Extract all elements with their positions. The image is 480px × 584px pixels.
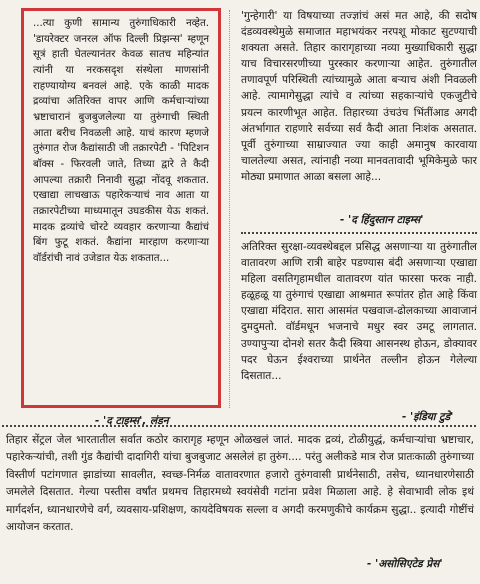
bottom-article-source: - 'असोसिएटेड प्रेस'	[367, 558, 443, 570]
right-article-2-text: अतिरिक्त सुरक्षा-व्यवस्थेबद्दल प्रसिद्ध असणाऱ्या या तुरुंगातील वातावरण आणि रात्री बाहेर पडण्यास बंदी असणाऱ्या एखाद्या महिला वसतिगृहामधील वातावरण यांत फारसा फरक नाही. हळूहळू या तुरुंगाचं एखाद्या आश्रमात रूपांतर होत आहे किंवा एखाद्या मंदिरात. सारा आसमंत पखवाज-ढोलकाच्या आवाजानं दुमदुमतो. वॉर्डमधून भजनाचे मधुर स्वर उमटू लागतात. उण्यापुऱ्या दोनशे सतर कैदी स्त्रिया आसनस्थ होऊन, डोक्यावर पदर घेऊन ईश्वराच्या प्रार्थनेत तल्लीन होऊन गेलेल्या दिसतात...	[241, 241, 477, 382]
right-article-1-source: - 'द हिंदुस्तान टाइम्स'	[340, 214, 424, 226]
right-article-1-text: 'गुन्हेगारी' या विषयाच्या तज्ज्ञांचं असं मत आहे, की सदोष दंडव्यवस्थेमुळे समाजात महाभयंकर नरपशू मोकाट सुटण्याची शक्यता असते. तिहार कारागृहाच्या नव्या मुख्याधिकारी सुद्धा याच विचारसरणीच्या पुरस्कार करणाऱ्या आहेत. तुरुंगातील तणावपूर्ण परिस्थिती त्यांच्यामुळे आता बऱ्याच अंशी निवळली आहे. त्यामागेसुद्धा त्यांचे व त्यांच्या सहकाऱ्यांचे एकजुटीचे प्रयत्न कारणीभूत आहेत. तिहारच्या उंचउंच भिंतींआड अगदी अंतर्भागात राहणारे सर्वच्या सर्व कैदी आता निःशंक असतात. पूर्वी तुरुंगाच्या साम्राज्यात ज्या काही अमानुष कारवाया चालतेल्या असत, त्यांनाही नव्या मानवतावादी भूमिकेमुळे फार मोठ्या प्रमाणात आळा बसला आहे...	[241, 10, 477, 183]
box-article-source: - 'द टाइम्स', लंडन	[95, 415, 169, 427]
section-divider-full	[2, 425, 476, 427]
section-divider	[241, 232, 477, 234]
bottom-article-text: तिहार सेंट्रल जेल भारतातील सर्वात कठोर कारागृह म्हणून ओळखलं जातं. मादक द्रव्यं, टोळीयुद्धं, कर्मचाऱ्यांचा भ्रष्टाचार, पहारेकऱ्यांची, तशी गुंड कैद्यांची दादागिरी यांचा बुजबुजाट असलेलं हा तुरुंग.... परंतु अलीकडे मात्र रोज प्रातःकाळी तुरुंगाच्या विस्तीर्ण पटांगणात झाडांच्या सावलीत, स्वच्छ-निर्मळ वातावरणात हजारो तुरुंगवासी प्रार्थनेसाठी, तसेच, ध्यानधारणेसाठी जमलेले दिसतात. गेल्या पस्तीस वर्षांत प्रथमच तिहारमध्ये स्वयंसेवी गटांना प्रवेश मिळाला आहे. हे सेवाभावी लोक इथं मार्गदर्शन, ध्यानधारणेचे वर्ग, व्यवसाय-प्रशिक्षण, कायदेविषयक सल्ला व अगदी करमणुकीचे कार्यक्रम सुद्धा.. इत्यादी गोष्टींचं आयोजन करतात.	[6, 434, 474, 534]
box-article-text: ...त्या कुणी सामान्य तुरुंगाधिकारी नव्हेत. 'डायरेक्टर जनरल ऑफ दिल्ली प्रिझन्स' म्हणून सूत्रं हाती घेतल्यानंतर केवळ सातच महिन्यांत त्यांनी या नरकसदृश संस्थेला माणसांनी राहण्यायोग्य बनवलं आहे. एके काळी मादक द्रव्यांचा अतिरिक्त वापर आणि कर्मचाऱ्यांच्या भ्रष्टाचारानं बुजबुजलेल्या या तुरुंगाची स्थिती आता बरीच निवळली आहे. याचं कारण म्हणजे तुरुंगात रोज कैद्यांसाठी जी तक्रारपेटी - 'पिटिशन बॉक्स - फिरवली जाते, तिच्या द्वारे ते कैदी आपल्या तक्रारी निनावी सुद्धा नोंदवू शकतात. एखाद्या लाचखाऊ पहारेकऱ्याचं नाव आता या तक्रारपेटीच्या माध्यमातून उघडकीस येऊ शकतं. मादक द्रव्यांचे चोरटे व्यवहार करणाऱ्या कैद्यांचं बिंग फुटू शकतं. कैद्यांना मारहाण करणाऱ्या वॉर्डरांची नावं उजेडात येऊ शकतात...	[33, 18, 209, 264]
right-article-2-source: - 'इंडिया टुडे'	[402, 411, 454, 423]
column-divider	[229, 10, 230, 408]
